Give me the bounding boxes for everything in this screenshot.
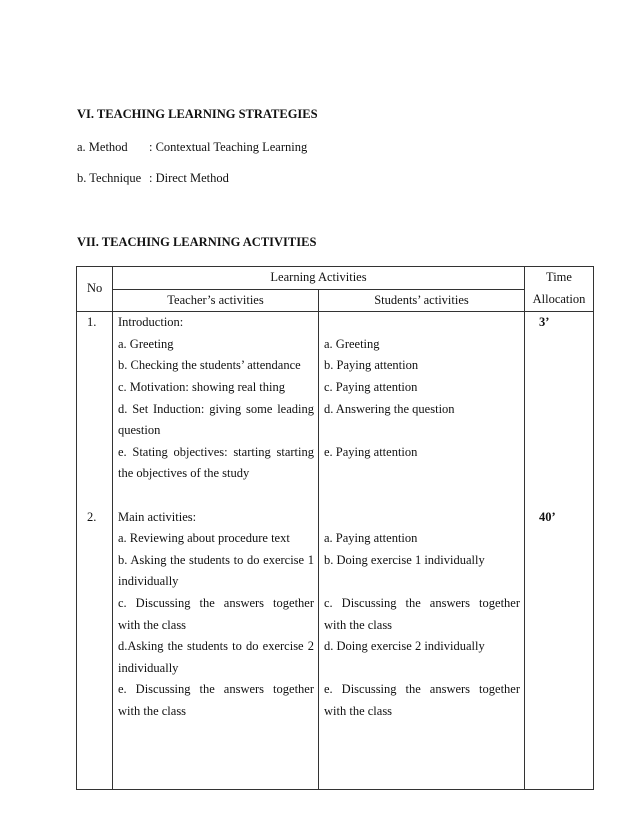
teacher-line: a. Reviewing about procedure text (118, 531, 290, 546)
student-line (324, 571, 520, 593)
teacher-line: Main activities: (118, 509, 197, 524)
teacher-line: e. Discussing the answers together (118, 682, 314, 697)
teacher-line: individually (118, 660, 179, 675)
method-value: : Contextual Teaching Learning (149, 140, 308, 154)
technique-line (77, 171, 229, 186)
teacher-line: e. Stating objectives: starting starting (118, 444, 314, 459)
time-column (525, 312, 594, 790)
section-6-heading: VI. TEACHING LEARNING STRATEGIES (77, 107, 318, 121)
activities-table (76, 266, 594, 790)
student-line (324, 312, 520, 334)
no-item-1: 1. (87, 315, 97, 330)
no-column (77, 312, 113, 790)
teacher-line: with the class (118, 617, 187, 632)
time-item-1: 3’ (539, 315, 550, 330)
student-line: a. Paying attention (324, 531, 418, 546)
table-header-row-1 (77, 267, 594, 290)
teacher-line (118, 485, 314, 507)
student-line: b. Paying attention (324, 358, 419, 373)
student-line: b. Doing exercise 1 individually (324, 552, 485, 567)
student-line: with the class (324, 617, 393, 632)
teacher-line: individually (118, 574, 179, 589)
student-line: with the class (324, 703, 393, 718)
student-line: e. Paying attention (324, 444, 418, 459)
table-header-row-2 (77, 289, 594, 312)
section-7-heading: VII. TEACHING LEARNING ACTIVITIES (77, 235, 317, 249)
header-time-line1: Time (546, 270, 572, 284)
teacher-line: a. Greeting (118, 336, 174, 351)
teacher-line: b. Checking the students’ attendance (118, 358, 301, 373)
student-line: a. Greeting (324, 336, 380, 351)
teacher-line: Introduction: (118, 315, 184, 330)
technique-label: b. Technique (77, 171, 142, 185)
header-teacher: Teacher’s activities (113, 289, 319, 312)
student-line: d. Doing exercise 2 individually (324, 639, 485, 654)
teacher-line: c. Motivation: showing real thing (118, 379, 285, 394)
student-line (324, 658, 520, 680)
student-line: c. Discussing the answers together (324, 595, 520, 610)
teacher-line: b. Asking the students to do exercise 1 (118, 552, 314, 567)
students-column (319, 312, 525, 790)
header-time-allocation (525, 267, 594, 312)
teacher-line: with the class (118, 703, 187, 718)
technique-value: : Direct Method (149, 171, 229, 185)
student-line: e. Discussing the answers together (324, 682, 520, 697)
teacher-line: c. Discussing the answers together (118, 595, 314, 610)
header-time-line2: Allocation (532, 291, 586, 306)
method-label: a. Method (77, 140, 128, 154)
student-line (324, 485, 520, 507)
time-item-2: 40’ (539, 509, 556, 524)
student-line: c. Paying attention (324, 379, 418, 394)
teacher-line: d. Set Induction: giving some leading (118, 401, 314, 416)
student-line (324, 463, 520, 485)
student-line (324, 507, 520, 529)
teacher-column (113, 312, 319, 790)
table-body-row (77, 312, 594, 790)
header-students: Students’ activities (319, 289, 525, 312)
teacher-line: d.Asking the students to do exercise 2 (118, 639, 314, 654)
header-no: No (77, 267, 113, 312)
student-line: d. Answering the question (324, 401, 455, 416)
teacher-line: question (118, 423, 161, 438)
student-line (324, 420, 520, 442)
header-learning-activities: Learning Activities (113, 267, 525, 290)
no-item-2: 2. (87, 509, 97, 524)
teacher-line: the objectives of the study (118, 466, 250, 481)
method-line (77, 140, 307, 155)
